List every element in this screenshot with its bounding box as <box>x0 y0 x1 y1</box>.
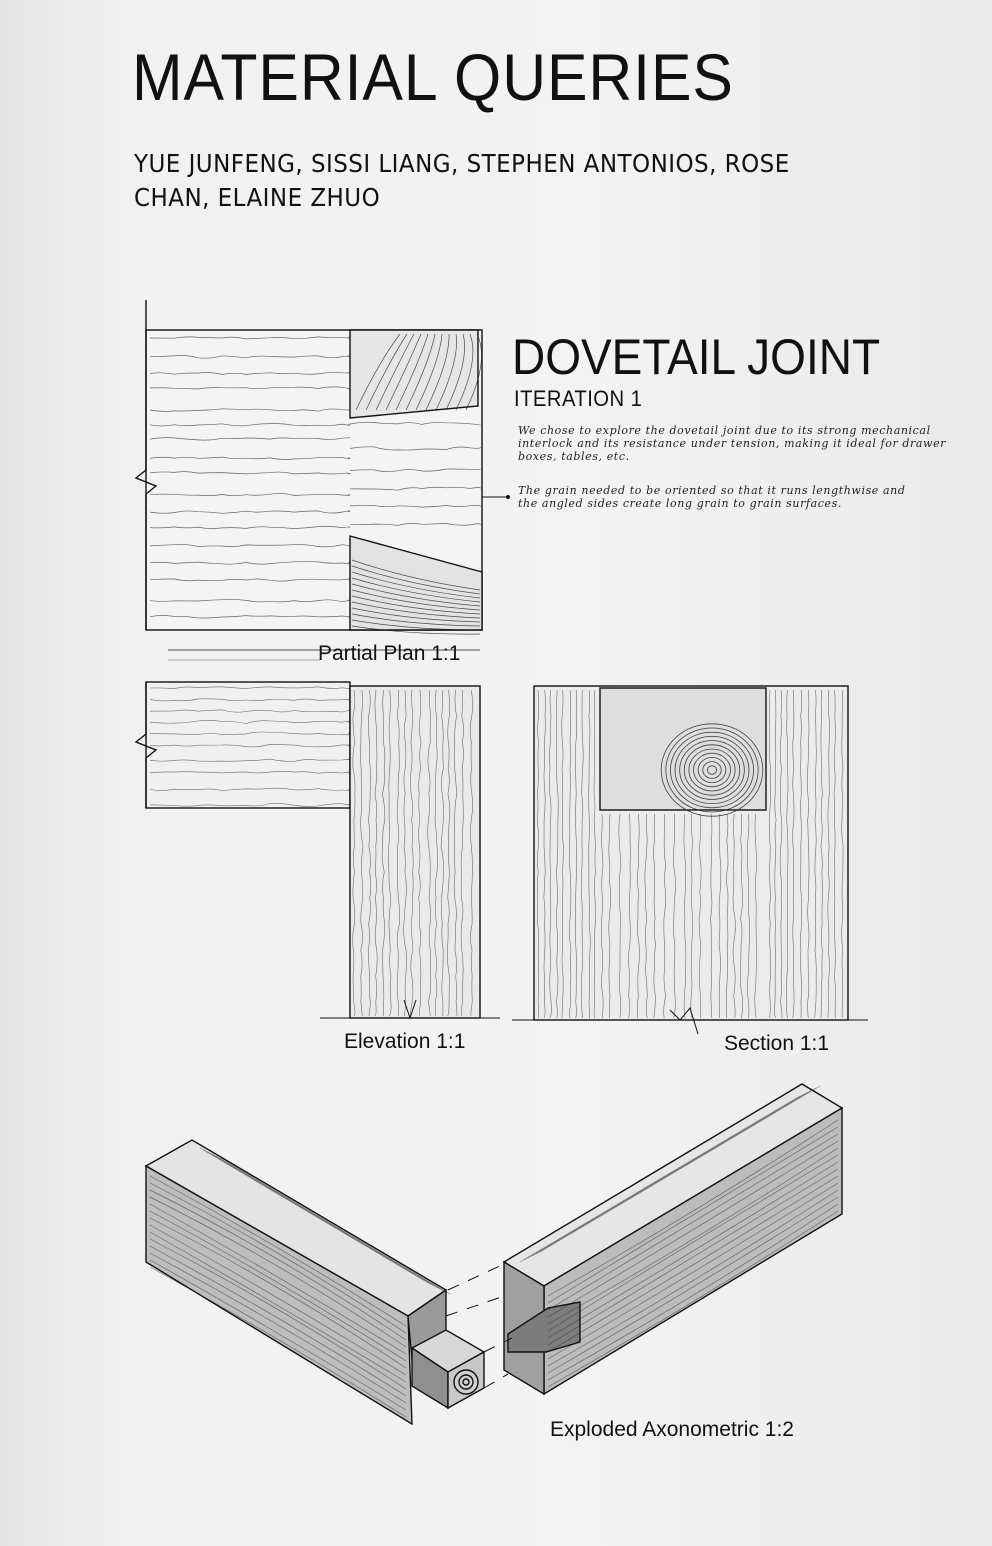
elevation-caption: Elevation 1:1 <box>344 1030 466 1053</box>
authors-line: YUE JUNFENG, SISSI LIANG, STEPHEN ANTONIOS, ROSE CHAN, ELAINE ZHUO <box>134 149 790 212</box>
partial-plan-drawing <box>136 300 510 660</box>
axonometric-caption: Exploded Axonometric 1:2 <box>550 1418 794 1441</box>
section-caption: Section 1:1 <box>724 1032 830 1055</box>
plan-caption: Partial Plan 1:1 <box>318 642 461 665</box>
joint-note-grain: The grain needed to be oriented so that it runs lengthwise and the angled sides create long grain to grain surfaces. <box>518 484 906 510</box>
joint-title: DOVETAIL JOINT <box>512 329 881 385</box>
iteration-label: ITERATION 1 <box>514 386 643 411</box>
axonometric-right-member <box>504 1084 842 1394</box>
axonometric-left-member <box>146 1140 484 1424</box>
page-title: MATERIAL QUERIES <box>132 40 734 114</box>
elevation-drawing <box>136 682 500 1018</box>
joint-note-purpose: We chose to explore the dovetail joint due to its strong mechanical interlock and its resistance under tension, making it ideal for drawer boxes, tables, etc. <box>518 424 947 463</box>
